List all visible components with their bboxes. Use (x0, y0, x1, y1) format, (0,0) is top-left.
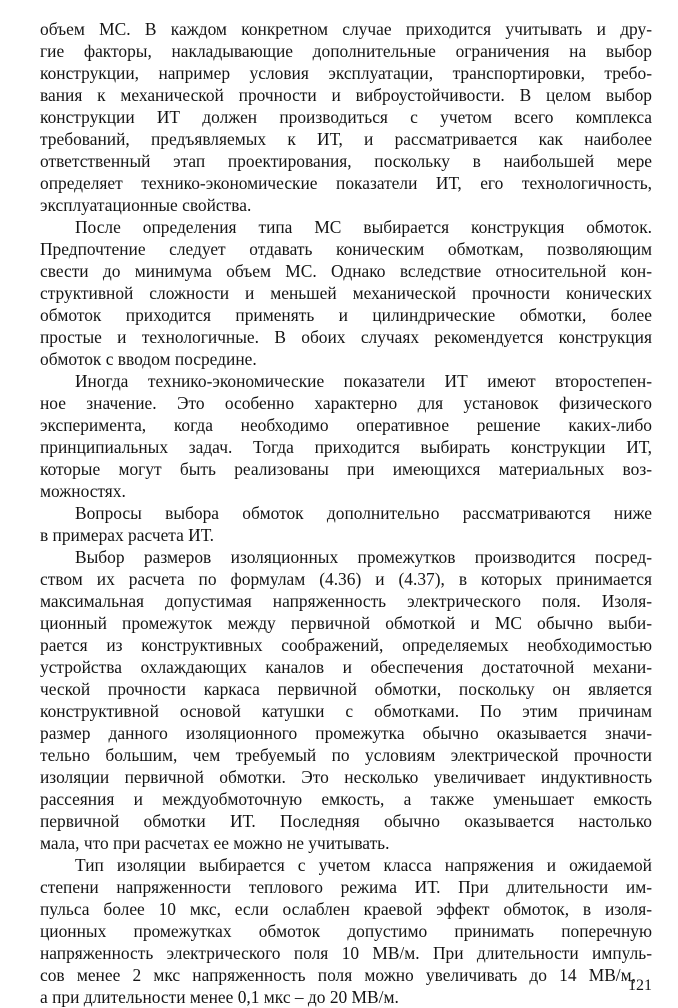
text-line: ством их расчета по формулам (4.36) и (4.37), в которых принимается (40, 569, 652, 589)
text-line: сов менее 2 мкс напряженность поля можно увеличивать до 14 МВ/м, (40, 965, 636, 985)
text-line: эксперимента, когда необходимо оперативное решение каких-либо (40, 415, 652, 435)
text-line: пульса более 10 мкс, если ослаблен краевой эффект обмоток, в изоля- (40, 899, 652, 919)
text-line: ответственный этап проектирования, поскольку в наибольшей мере (40, 151, 652, 171)
text-line: обмоток приходится применять и цилиндрические обмотки, более (40, 305, 652, 325)
text-line: напряженность электрического поля 10 МВ/м. При длительности импуль- (40, 943, 652, 963)
text-line: структивной сложности и меньшей механической прочности конических (40, 283, 652, 303)
text-line: максимальная допустимая напряженность электрического поля. Изоля- (40, 591, 652, 611)
text-line: определяет технико-экономические показатели ИТ, его технологичность, (40, 173, 652, 193)
text-line: ческой прочности каркаса первичной обмотки, поскольку он является (40, 679, 652, 699)
text-line: в примерах расчета ИТ. (40, 525, 214, 545)
text-line: объем МС. В каждом конкретном случае приходится учитывать и дру- (40, 19, 652, 39)
text-line: Тип изоляции выбирается с учетом класса напряжения и ожидаемой (75, 855, 652, 875)
text-line: После определения типа МС выбирается конструкция обмоток. (75, 217, 652, 237)
text-line: Предпочтение следует отдавать коническим обмоткам, позволяющим (40, 239, 652, 259)
text-line: свести до минимума объем МС. Однако вследствие относительной кон- (40, 261, 652, 281)
text-line: Иногда технико-экономические показатели ИТ имеют второстепен- (75, 371, 652, 391)
text-line: устройства охлаждающих каналов и обеспечения достаточной механи- (40, 657, 652, 677)
text-line: степени напряженности теплового режима ИТ. При длительности им- (40, 877, 652, 897)
text-line: можностях. (40, 481, 126, 501)
text-line: конструкции ИТ должен производиться с учетом всего комплекса (40, 107, 652, 127)
text-line: мала, что при расчетах ее можно не учитывать. (40, 833, 390, 853)
text-line: рается из конструктивных соображений, определяемых необходимостью (40, 635, 652, 655)
text-line: а при длительности менее 0,1 мкс – до 20 МВ/м. (40, 987, 399, 1007)
text-line: которые могут быть реализованы при имеющихся материальных воз- (40, 459, 652, 479)
text-line: изоляции первичной обмотки. Это несколько увеличивает индуктивность (40, 767, 652, 787)
text-line: Выбор размеров изоляционных промежутков производится посред- (75, 547, 652, 567)
text-line: ное значение. Это особенно характерно для установок физического (40, 393, 652, 413)
text-line: простые и технологичные. В обоих случаях рекомендуется конструкция (40, 327, 652, 347)
text-line: эксплуатационные свойства. (40, 195, 252, 215)
page-number: 121 (628, 977, 652, 994)
text-line: гие факторы, накладывающие дополнительные ограничения на выбор (40, 41, 652, 61)
text-line: конструкции, например условия эксплуатации, транспортировки, требо- (40, 63, 652, 83)
text-line: конструктивной основой катушки с обмотками. По этим причинам (40, 701, 652, 721)
text-line: обмоток с вводом посредине. (40, 349, 257, 369)
text-line: ционных промежутках обмоток допустимо принимать поперечную (40, 921, 652, 941)
text-line: тельно большим, чем требуемый по условиям электрической прочности (40, 745, 652, 765)
text-line: вания к механической прочности и виброустойчивости. В целом выбор (40, 85, 652, 105)
text-line: Вопросы выбора обмоток дополнительно рассматриваются ниже (75, 503, 652, 523)
text-line: первичной обмотки ИТ. Последняя обычно оказывается настолько (40, 811, 652, 831)
text-line: требований, предъявляемых к ИТ, и рассматривается как наиболее (40, 129, 652, 149)
text-line: рассеяния и междуобмоточную емкость, а также уменьшает емкость (40, 789, 652, 809)
text-line: ционный промежуток между первичной обмоткой и МС обычно выби- (40, 613, 652, 633)
text-line: размер данного изоляционного промежутка обычно оказывается значи- (40, 723, 652, 743)
text-line: принципиальных задач. Тогда приходится выбирать конструкции ИТ, (40, 437, 652, 457)
